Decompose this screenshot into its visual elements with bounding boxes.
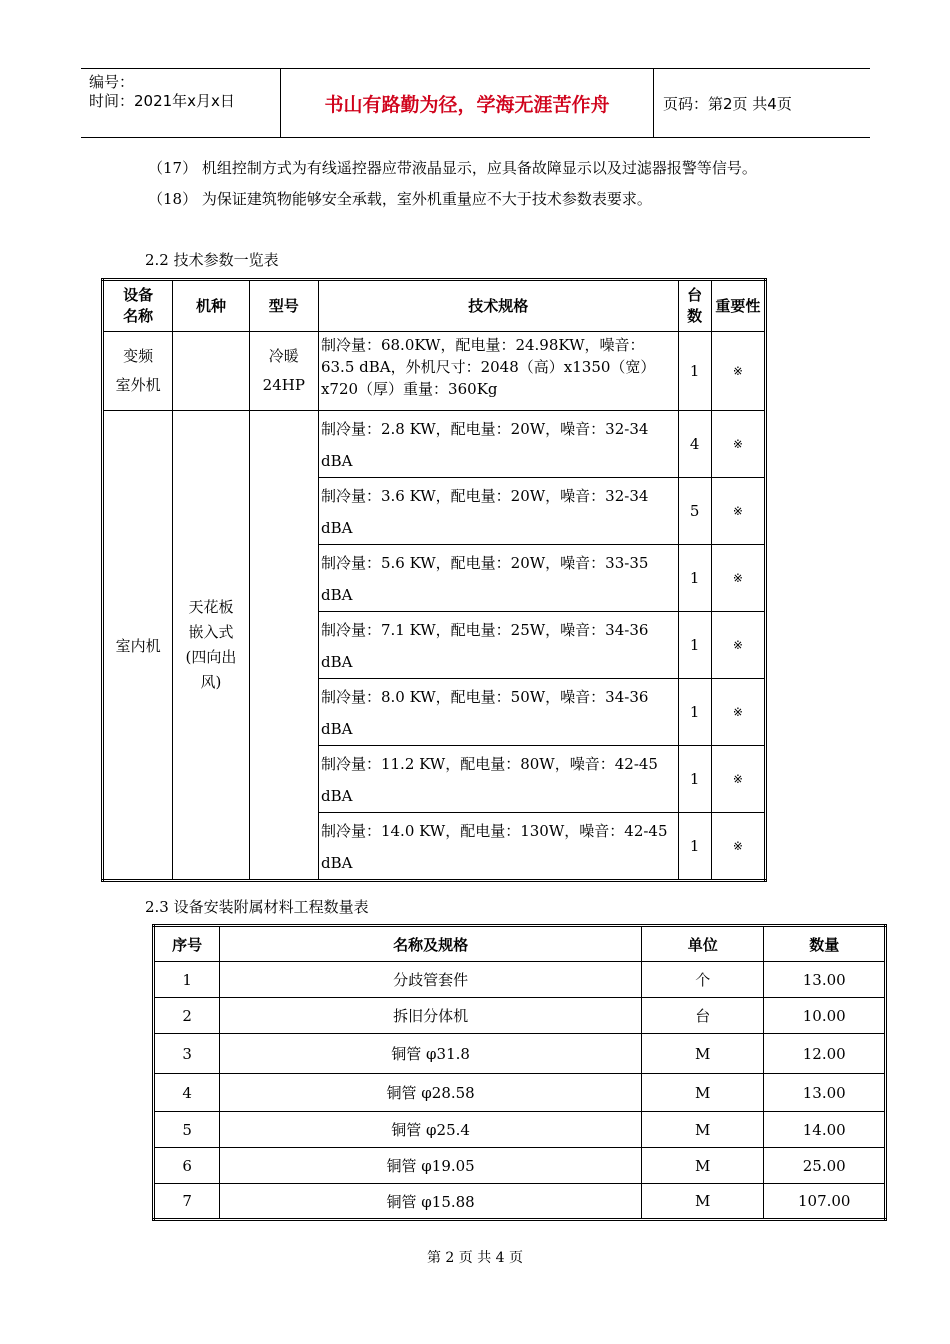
row-unit: 个 xyxy=(641,962,764,998)
indoor-spec: 制冷量：8.0 KW，配电量：50W，噪音：34-36 dBA xyxy=(318,679,678,746)
row-name: 铜管 φ31.8 xyxy=(220,1034,642,1074)
outdoor-qty: 1 xyxy=(678,332,711,411)
row-name: 拆旧分体机 xyxy=(220,998,642,1034)
col-model: 型号 xyxy=(249,280,318,332)
indoor-spec: 制冷量：14.0 KW，配电量：130W，噪音：42-45 dBA xyxy=(318,813,678,881)
table-row xyxy=(154,1034,886,1074)
row-name: 铜管 φ19.05 xyxy=(220,1148,642,1184)
col-qty: 台 数 xyxy=(678,280,711,332)
indoor-qty: 5 xyxy=(678,478,711,545)
table-header-row xyxy=(154,926,886,962)
row-unit: M xyxy=(641,1148,764,1184)
indoor-importance: ※ xyxy=(711,746,765,813)
materials-table xyxy=(152,924,887,1221)
row-no: 5 xyxy=(154,1112,220,1148)
table-row xyxy=(154,998,886,1034)
page-footer: 第 2 页 共 4 页 xyxy=(426,1250,524,1266)
header-meta xyxy=(89,73,235,111)
row-name: 铜管 φ28.58 xyxy=(220,1074,642,1112)
col-name: 名称及规格 xyxy=(220,926,642,962)
paragraph-17: （17） 机组控制方式为有线遥控器应带液晶显示，应具备故障显示以及过滤器报警等信号。 xyxy=(148,159,757,177)
table-row xyxy=(154,962,886,998)
indoor-importance: ※ xyxy=(711,478,765,545)
table-header-row xyxy=(103,280,766,332)
row-no: 7 xyxy=(154,1184,220,1220)
row-qty: 10.00 xyxy=(764,998,886,1034)
section-title-2-3: 2.3 设备安装附属材料工程数量表 xyxy=(145,898,369,916)
row-qty: 14.00 xyxy=(764,1112,886,1148)
row-unit: M xyxy=(641,1034,764,1074)
indoor-importance: ※ xyxy=(711,813,765,881)
outdoor-type xyxy=(173,332,249,411)
row-unit: 台 xyxy=(641,998,764,1034)
row-unit: M xyxy=(641,1112,764,1148)
indoor-qty: 1 xyxy=(678,679,711,746)
col-type: 机种 xyxy=(173,280,249,332)
row-qty: 13.00 xyxy=(764,962,886,998)
col-importance: 重要性 xyxy=(711,280,765,332)
row-no: 6 xyxy=(154,1148,220,1184)
outdoor-importance: ※ xyxy=(711,332,765,411)
row-name: 分歧管套件 xyxy=(220,962,642,998)
indoor-name: 室内机 xyxy=(103,411,173,881)
row-no: 2 xyxy=(154,998,220,1034)
indoor-importance: ※ xyxy=(711,612,765,679)
row-name: 铜管 φ15.88 xyxy=(220,1184,642,1220)
outdoor-model: 冷暖 24HP xyxy=(249,332,318,411)
indoor-qty: 1 xyxy=(678,813,711,881)
indoor-qty: 1 xyxy=(678,612,711,679)
page-header xyxy=(81,68,870,138)
indoor-spec: 制冷量：3.6 KW，配电量：20W，噪音：32-34 dBA xyxy=(318,478,678,545)
table-row xyxy=(154,1184,886,1220)
row-qty: 12.00 xyxy=(764,1034,886,1074)
col-spec: 技术规格 xyxy=(318,280,678,332)
col-qty: 数量 xyxy=(764,926,886,962)
tech-params-table xyxy=(101,278,767,882)
section-title-2-2: 2.2 技术参数一览表 xyxy=(145,251,279,269)
outdoor-spec: 制冷量：68.0KW，配电量：24.98KW，噪音：63.5 dBA，外机尺寸：2048（高）x1350（宽）x720（厚）重量：360Kg xyxy=(318,332,678,411)
col-unit: 单位 xyxy=(641,926,764,962)
header-divider-right xyxy=(653,69,654,137)
table-row xyxy=(154,1112,886,1148)
row-unit: M xyxy=(641,1184,764,1220)
header-motto: 书山有路勤为径，学海无涯苦作舟 xyxy=(324,93,610,116)
col-device-name: 设备 名称 xyxy=(103,280,173,332)
row-qty: 107.00 xyxy=(764,1184,886,1220)
table-row xyxy=(154,1148,886,1184)
indoor-importance: ※ xyxy=(711,679,765,746)
table-row xyxy=(103,411,766,478)
indoor-spec: 制冷量：5.6 KW，配电量：20W，噪音：33-35 dBA xyxy=(318,545,678,612)
row-qty: 25.00 xyxy=(764,1148,886,1184)
row-qty: 13.00 xyxy=(764,1074,886,1112)
indoor-importance: ※ xyxy=(711,411,765,478)
row-name: 铜管 φ25.4 xyxy=(220,1112,642,1148)
indoor-qty: 1 xyxy=(678,545,711,612)
row-no: 1 xyxy=(154,962,220,998)
col-no: 序号 xyxy=(154,926,220,962)
indoor-type: 天花板 嵌入式 (四向出 风) xyxy=(173,411,249,881)
row-no: 3 xyxy=(154,1034,220,1074)
table-row xyxy=(103,332,766,411)
time-label: 时间：2021年x月x日 xyxy=(89,92,235,110)
indoor-spec: 制冷量：7.1 KW，配电量：25W，噪音：34-36 dBA xyxy=(318,612,678,679)
row-no: 4 xyxy=(154,1074,220,1112)
indoor-qty: 1 xyxy=(678,746,711,813)
number-label: 编号： xyxy=(89,73,135,91)
indoor-spec: 制冷量：2.8 KW，配电量：20W，噪音：32-34 dBA xyxy=(318,411,678,478)
outdoor-name: 变频 室外机 xyxy=(103,332,173,411)
header-page-info: 页码：第2页 共4页 xyxy=(663,94,792,113)
indoor-model xyxy=(249,411,318,881)
indoor-qty: 4 xyxy=(678,411,711,478)
paragraph-18: （18） 为保证建筑物能够安全承载，室外机重量应不大于技术参数表要求。 xyxy=(148,190,652,208)
indoor-spec: 制冷量：11.2 KW，配电量：80W，噪音：42-45 dBA xyxy=(318,746,678,813)
indoor-importance: ※ xyxy=(711,545,765,612)
row-unit: M xyxy=(641,1074,764,1112)
table-row xyxy=(154,1074,886,1112)
